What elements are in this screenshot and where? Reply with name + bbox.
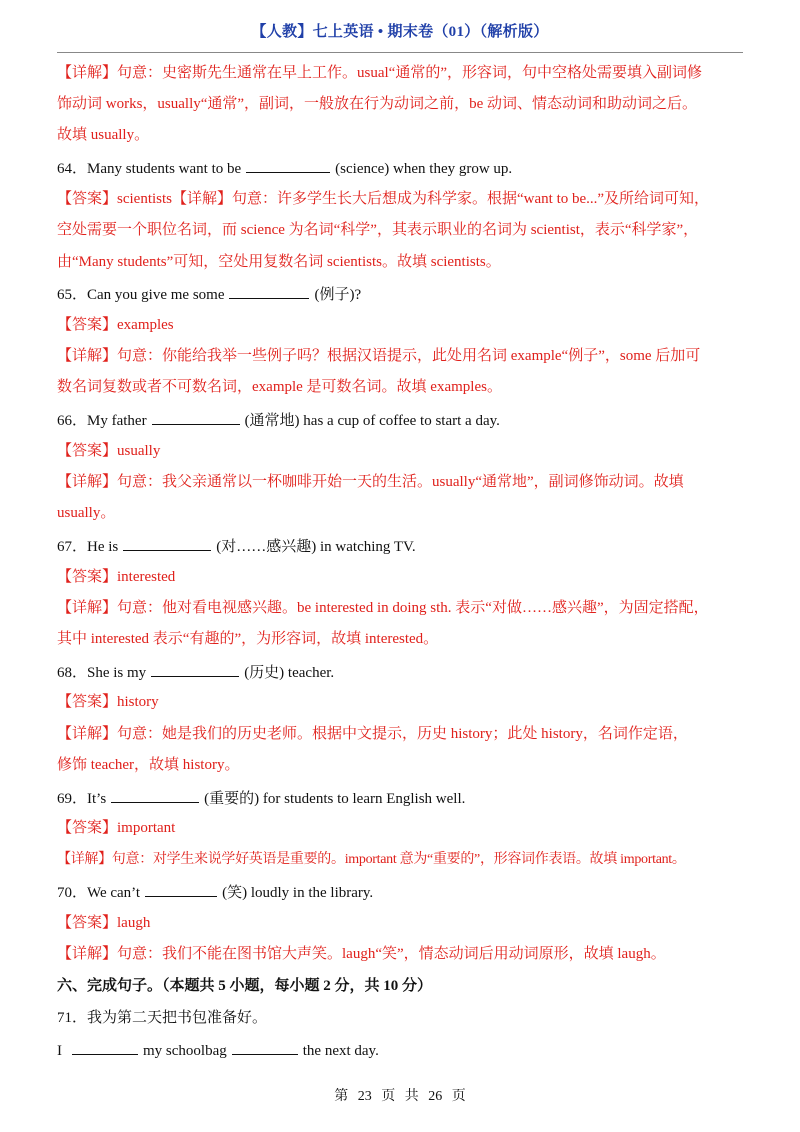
question-text: 66．My father bbox=[57, 413, 147, 429]
question-text: I bbox=[57, 1043, 62, 1059]
answer-blank bbox=[145, 881, 217, 897]
question-text: 68．She is my bbox=[57, 665, 147, 681]
explanation-line: 其中 interested 表示“有趣的”，为形容词，故填 interested。 bbox=[57, 631, 439, 647]
question-text: the next day. bbox=[302, 1043, 379, 1059]
section-heading: 六、完成句子。（本题共 5 小题，每小题 2 分，共 10 分） bbox=[57, 978, 433, 994]
question-text: (重要的) for students to learn English well. bbox=[204, 791, 466, 807]
explanation-line: 【详解】句意：我父亲通常以一杯咖啡开始一天的生活。usually“通常地”，副词修饰动词。故填 bbox=[57, 474, 684, 490]
explanation-line: 由“Many students”可知，空处用复数名词 scientists。故填 scientists。 bbox=[57, 254, 501, 270]
question-text: 64．Many students want to be bbox=[57, 161, 242, 177]
explanation-line: 【详解】句意：他对看电视感兴趣。be interested in doing sth. 表示“对做……感兴趣”，为固定搭配， bbox=[57, 600, 709, 616]
question-71-sentence bbox=[57, 1039, 747, 1059]
question-text: (笑) loudly in the library. bbox=[222, 885, 374, 901]
explanation-line: 数名词复数或者不可数名词，example 是可数名词。故填 examples。 bbox=[57, 379, 502, 395]
question-text: (通常地) has a cup of coffee to start a day. bbox=[244, 413, 500, 429]
question-text: 67．He is bbox=[57, 539, 119, 555]
question-65 bbox=[57, 283, 747, 303]
answer-line: 【答案】laugh bbox=[57, 915, 151, 931]
question-71: 71．我为第二天把书包准备好。 bbox=[57, 1010, 268, 1026]
answer-line: 【答案】examples bbox=[57, 317, 174, 333]
question-70 bbox=[57, 881, 747, 901]
answer-blank bbox=[111, 787, 199, 803]
answer-blank bbox=[72, 1039, 138, 1055]
question-text: 69．It’s bbox=[57, 791, 107, 807]
question-68 bbox=[57, 661, 747, 681]
explanation-line: usually。 bbox=[57, 505, 116, 521]
explanation-line: 修饰 teacher，故填 history。 bbox=[57, 757, 240, 773]
answer-line: 【答案】important bbox=[57, 820, 176, 836]
question-text: (对……感兴趣) in watching TV. bbox=[216, 539, 416, 555]
answer-line: 【答案】usually bbox=[57, 443, 161, 459]
question-text: (例子)? bbox=[314, 287, 362, 303]
question-69 bbox=[57, 787, 747, 807]
explanation-line: 【详解】句意：你能给我举一些例子吗？根据汉语提示，此处用名词 example“例子”，some 后加可 bbox=[57, 348, 701, 364]
answer-blank bbox=[229, 283, 309, 299]
question-67 bbox=[57, 535, 747, 555]
question-text: (历史) teacher. bbox=[244, 665, 335, 681]
explanation-line: 【详解】句意：她是我们的历史老师。根据中文提示，历史 history；此处 history，名词作定语， bbox=[57, 726, 688, 742]
answer-blank bbox=[246, 157, 330, 173]
explanation-line: 故填 usually。 bbox=[57, 127, 150, 143]
question-text: 65．Can you give me some bbox=[57, 287, 225, 303]
explanation-line: 空处需要一个职位名词，而 science 为名词“科学”，其表示职业的名词为 scientist，表示“科学家”， bbox=[57, 222, 699, 238]
explanation-line: 【详解】句意：对学生来说学好英语是重要的。important 意为“重要的”，形容词作表语。故填 important。 bbox=[57, 852, 686, 867]
answer-blank bbox=[123, 535, 211, 551]
answer-explanation-line: 【答案】scientists【详解】句意：许多学生长大后想成为科学家。根据“want to be...”及所给词可知， bbox=[57, 191, 710, 207]
header-divider bbox=[57, 52, 743, 53]
question-text: (science) when they grow up. bbox=[335, 161, 513, 177]
answer-line: 【答案】history bbox=[57, 694, 159, 710]
answer-blank bbox=[232, 1039, 298, 1055]
question-64 bbox=[57, 157, 747, 177]
answer-blank bbox=[152, 409, 240, 425]
explanation-line: 【详解】句意：我们不能在图书馆大声笑。laugh“笑”，情态动词后用动词原形，故填 laugh。 bbox=[57, 946, 666, 962]
page-number: 第 23 页 共 26 页 bbox=[334, 1089, 466, 1104]
page-header-title: 【人教】七上英语 • 期末卷（01）（解析版） bbox=[251, 24, 549, 40]
answer-line: 【答案】interested bbox=[57, 569, 176, 585]
answer-blank bbox=[151, 661, 239, 677]
explanation-line: 饰动词 works，usually“通常”，副词，一般放在行为动词之前，be 动词、情态动词和助动词之后。 bbox=[57, 96, 697, 112]
question-66 bbox=[57, 409, 747, 429]
explanation-line: 【详解】句意：史密斯先生通常在早上工作。usual“通常的”，形容词，句中空格处需要填入副词修 bbox=[57, 65, 702, 81]
question-text: 70．We can’t bbox=[57, 885, 141, 901]
question-text: my schoolbag bbox=[143, 1043, 227, 1059]
